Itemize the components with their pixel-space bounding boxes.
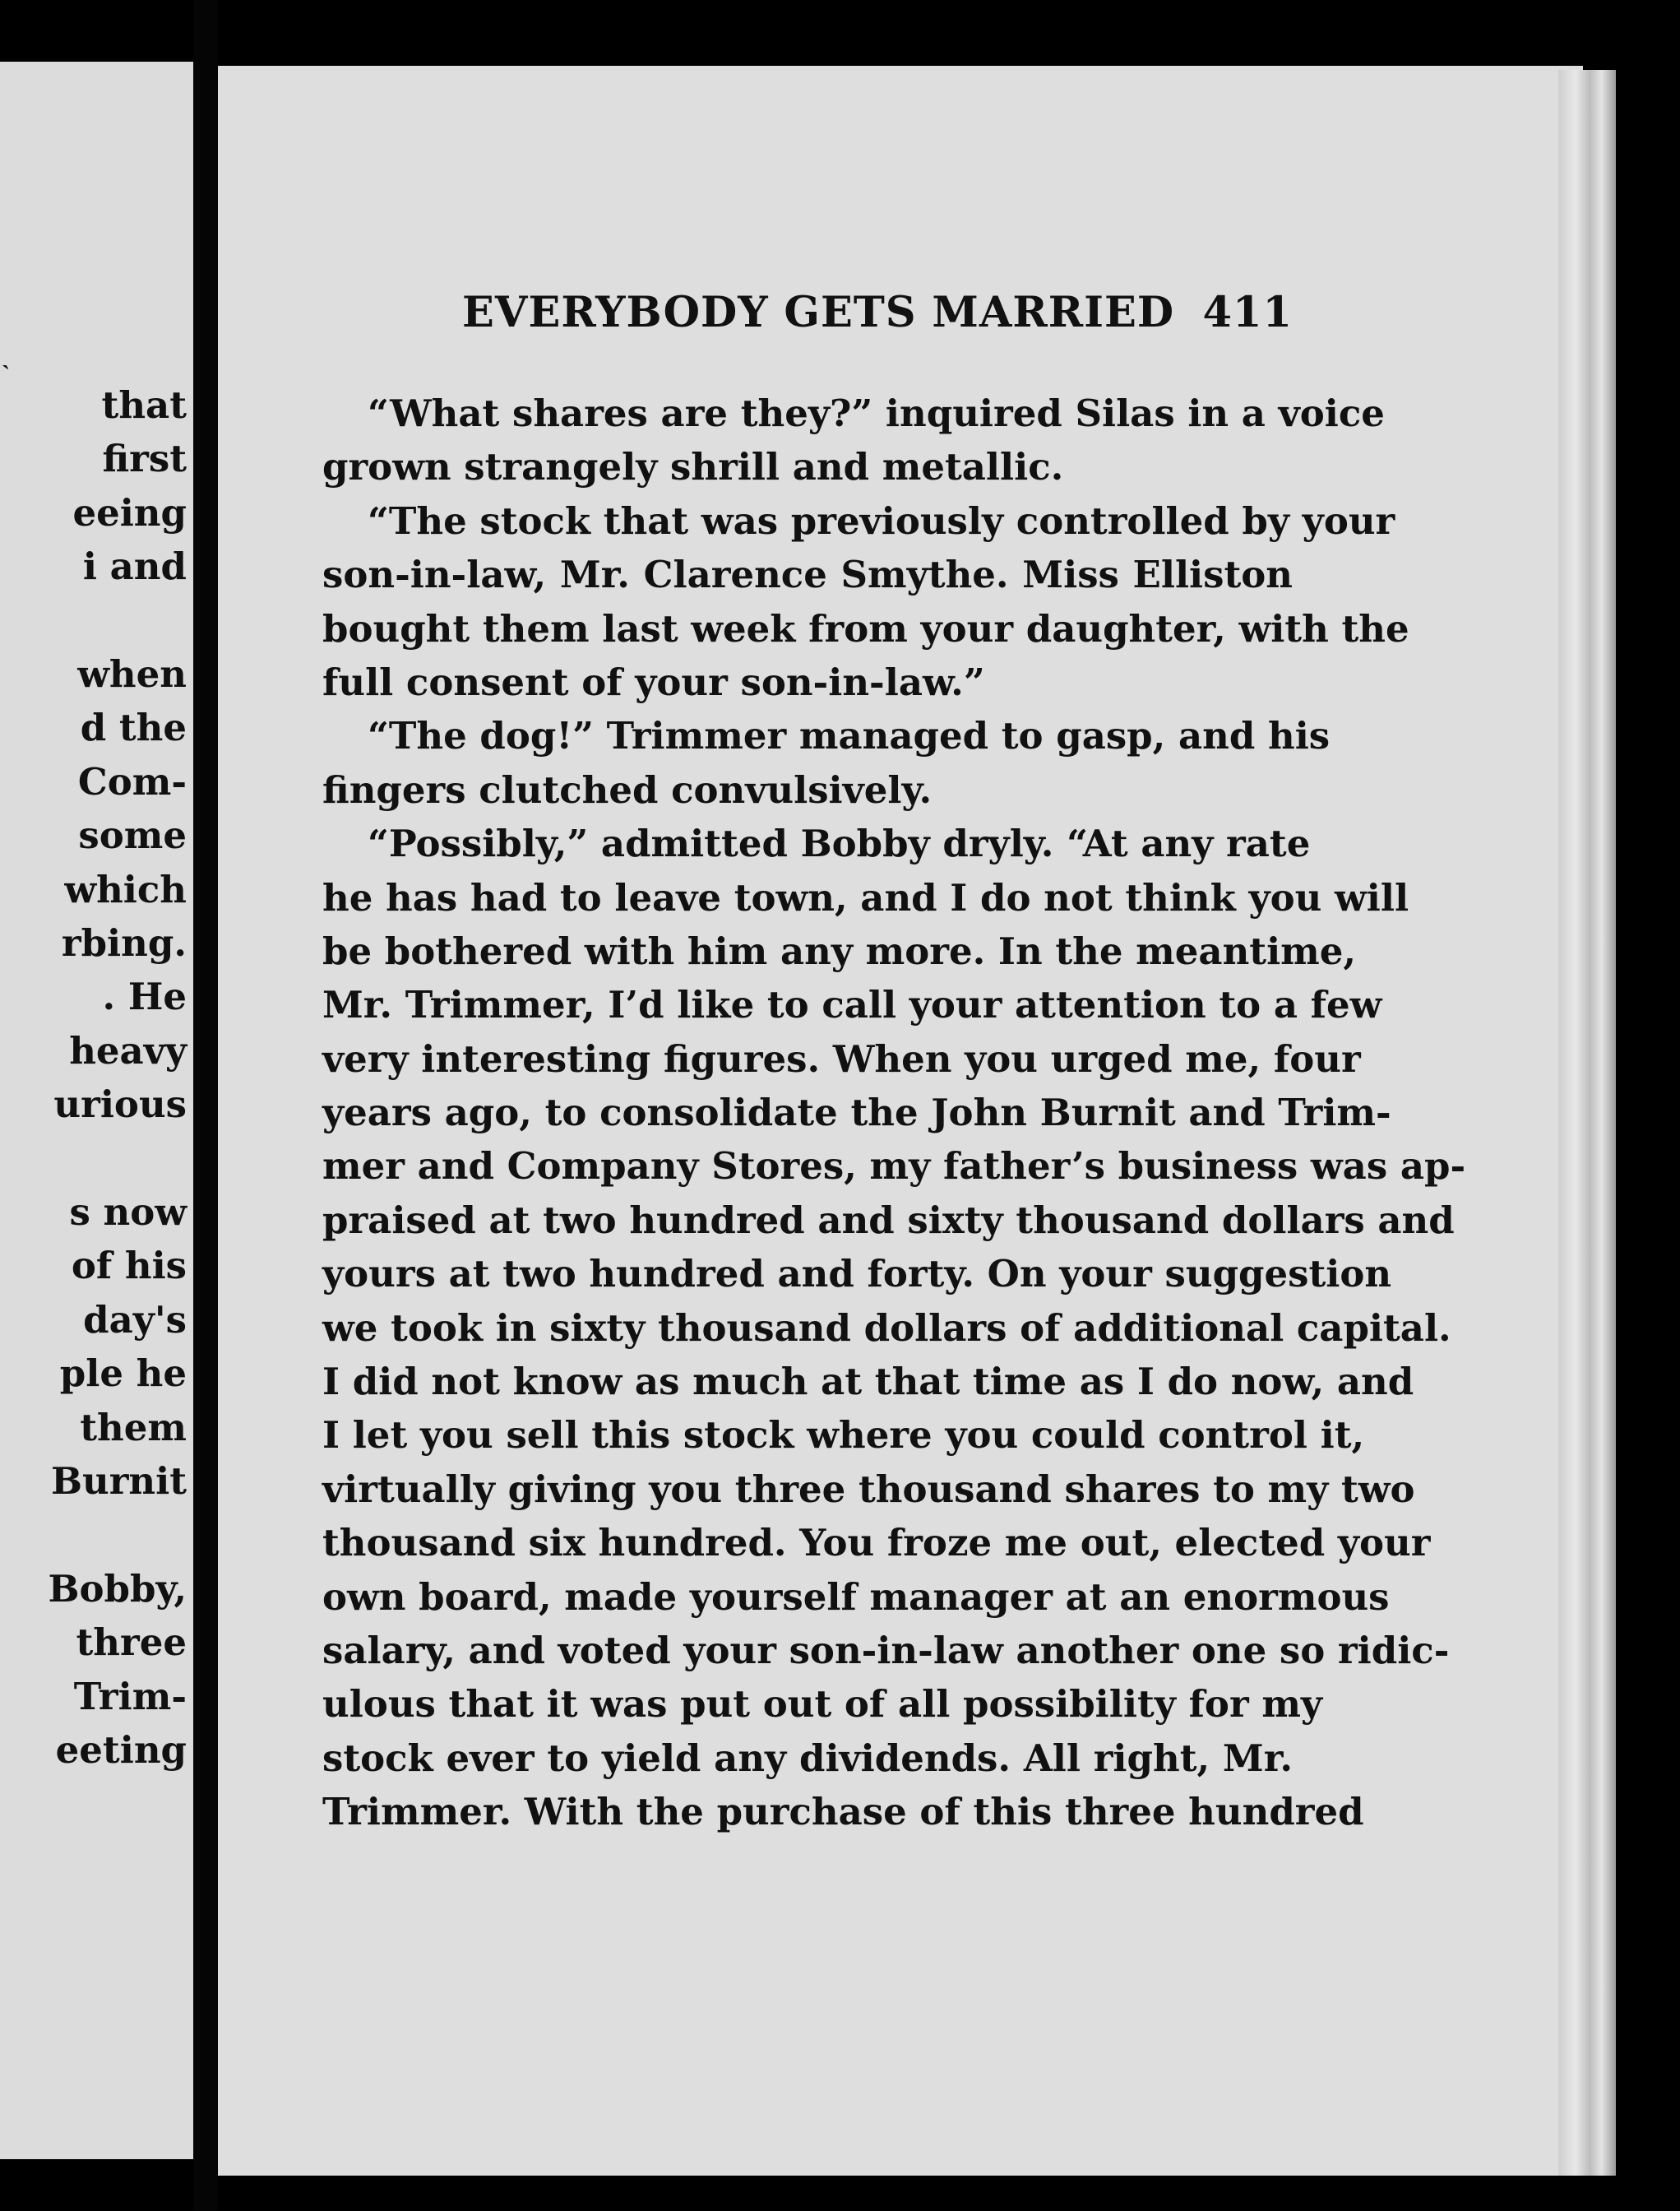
text-line: grown strangely shrill and metallic. xyxy=(322,445,1064,489)
text-line: I let you sell this stock where you could control it, xyxy=(322,1413,1365,1458)
text-line: virtually giving you three thousand shares to my two xyxy=(322,1467,1415,1511)
facing-page-line: of his xyxy=(71,1244,187,1288)
text-line: Mr. Trimmer, I’d like to call your attention to a few xyxy=(322,983,1382,1027)
facing-page-line: eeing xyxy=(72,490,187,535)
text-line: mer and Company Stores, my father’s business was ap- xyxy=(322,1144,1466,1189)
facing-page-line: ple he xyxy=(59,1351,187,1396)
text-line: I did not know as much at that time as I do now, and xyxy=(322,1360,1414,1404)
body-text xyxy=(322,387,1466,1839)
facing-page-mark: ˎ xyxy=(2,341,10,370)
facing-page-line: Bobby, xyxy=(48,1566,187,1611)
text-line: praised at two hundred and sixty thousand dollars and xyxy=(322,1198,1455,1242)
text-line: “What shares are they?” inquired Silas in a voice xyxy=(368,392,1385,435)
text-line: he has had to leave town, and I do not think you will xyxy=(322,875,1409,920)
facing-page-line: eeting xyxy=(55,1728,187,1772)
facing-page-line: Burnit xyxy=(50,1459,187,1503)
facing-page-line: i and xyxy=(82,545,187,589)
text-line: years ago, to consolidate the John Burnit and Trim- xyxy=(322,1091,1391,1135)
facing-page-line: when xyxy=(77,652,187,696)
facing-page-line: s now xyxy=(69,1190,187,1234)
facing-page-line: three xyxy=(76,1620,187,1665)
page-number: 411 xyxy=(1202,288,1293,337)
text-line: be bothered with him any more. In the meantime, xyxy=(322,929,1357,973)
page-edge xyxy=(1558,70,1616,2176)
facing-page-line: that xyxy=(101,383,187,427)
text-line: Trimmer. With the purchase of this three hundred xyxy=(322,1790,1364,1834)
facing-page-line: Trim- xyxy=(73,1674,187,1718)
text-line: we took in sixty thousand dollars of additional capital. xyxy=(322,1305,1451,1350)
text-line: son-in-law, Mr. Clarence Smythe. Miss Elliston xyxy=(322,553,1293,597)
facing-page-line: day's xyxy=(83,1297,187,1342)
book-gutter xyxy=(193,0,218,2211)
text-line: own board, made yourself manager at an enormous xyxy=(322,1574,1390,1619)
text-line: salary, and voted your son-in-law another one so ridic- xyxy=(322,1628,1450,1672)
facing-page-line: some xyxy=(78,813,187,858)
text-line: ulous that it was put out of all possibility for my xyxy=(322,1682,1323,1727)
text-line: yours at two hundred and forty. On your suggestion xyxy=(322,1252,1392,1296)
text-line: bought them last week from your daughter, with the xyxy=(322,606,1409,651)
text-line: full consent of your son-in-law.” xyxy=(322,660,985,704)
text-line: thousand six hundred. You froze me out, elected your xyxy=(322,1521,1431,1565)
text-line: very interesting figures. When you urged me, four xyxy=(322,1036,1361,1081)
facing-page-line: . He xyxy=(102,975,187,1019)
running-head-title: EVERYBODY GETS MARRIED xyxy=(462,288,1175,337)
facing-page-line: rbing. xyxy=(61,921,187,965)
text-line: fingers clutched convulsively. xyxy=(322,767,933,812)
facing-page-line: d the xyxy=(80,706,187,750)
facing-page-line: them xyxy=(80,1405,187,1449)
facing-page-fragment xyxy=(0,62,193,2159)
text-line: stock ever to yield any dividends. All right, Mr. xyxy=(322,1736,1293,1780)
running-head xyxy=(462,288,1293,337)
facing-page-line: heavy xyxy=(69,1028,187,1073)
facing-page-line: Com- xyxy=(77,759,187,804)
text-line: “The stock that was previously controlled by your xyxy=(368,498,1395,543)
facing-page-line: first xyxy=(102,437,187,481)
facing-page-line: urious xyxy=(53,1082,187,1127)
text-line: “Possibly,” admitted Bobby dryly. “At any rate xyxy=(368,822,1311,866)
text-line: “The dog!” Trimmer managed to gasp, and his xyxy=(368,714,1331,758)
facing-page-line: which xyxy=(64,867,187,911)
